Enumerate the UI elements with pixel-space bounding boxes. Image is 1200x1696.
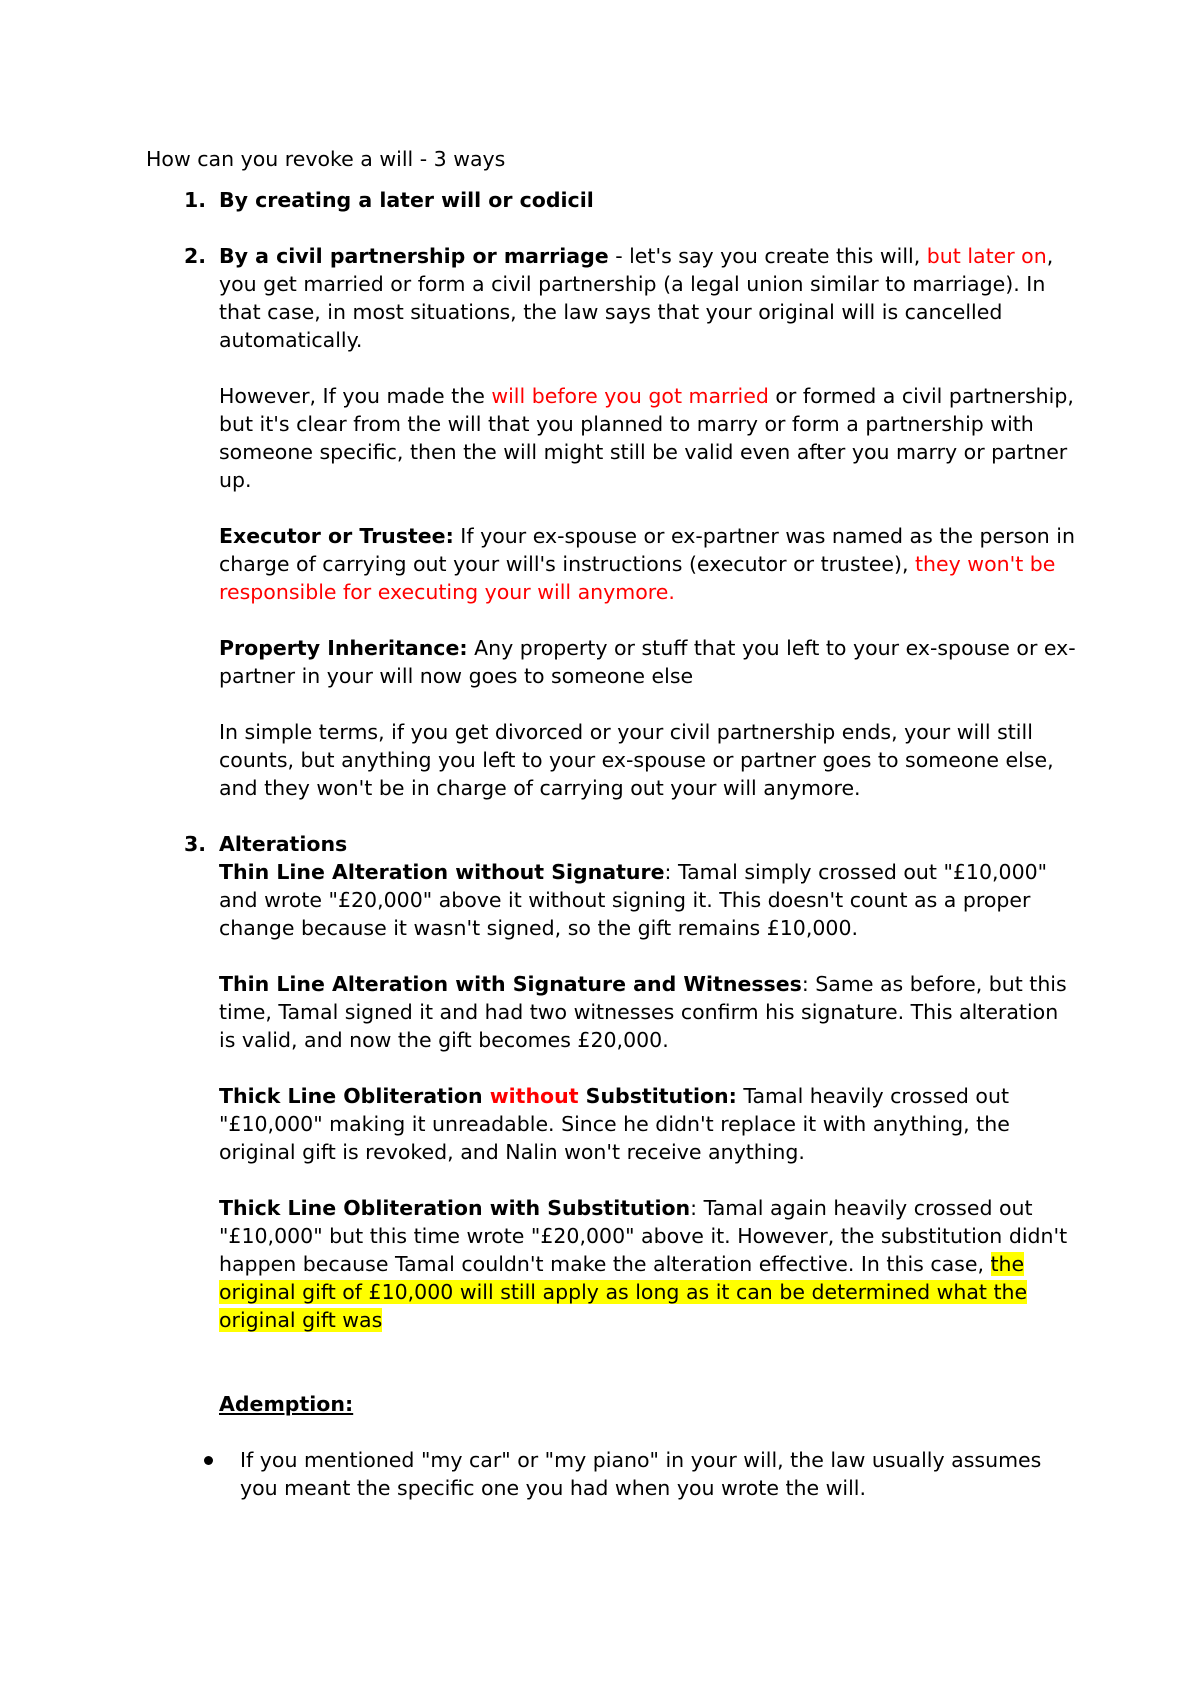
list-number: 2.: [184, 244, 207, 268]
red-emphasis: they won't be responsible for executing your will anymore.: [219, 552, 1056, 604]
alteration-text: : Tamal simply crossed out "£10,000" and wrote "£20,000" above it without signing it. This doesn't count as a proper change because it wasn't signed, so the gift remains £10,000.: [219, 860, 1048, 940]
highlighted-text: the original gift of £10,000 will still apply as long as it can be determined what the original gift was: [219, 1252, 1028, 1332]
alteration-label: Thick Line Obliteration: [219, 1084, 490, 1108]
alteration-thick-substitution: [219, 1194, 1080, 1334]
civil-partnership-intro: [219, 242, 1080, 354]
alteration-label-end: Substitution:: [578, 1084, 737, 1108]
ademption-title: Ademption:: [219, 1392, 354, 1416]
item-title: Alterations: [219, 832, 348, 856]
alteration-text: : Same as before, but this time, Tamal signed it and had two witnesses confirm his signature. This alteration is valid, and now the gift becomes £20,000.: [219, 972, 1067, 1052]
alteration-thick-no-substitution: [219, 1082, 1080, 1166]
bullet-icon: [204, 1456, 213, 1465]
however-text: However, If you made the: [219, 384, 492, 408]
alteration-thin-no-signature: [219, 858, 1080, 942]
red-emphasis: without: [489, 1084, 579, 1108]
list-item-civil-partnership: [146, 242, 1080, 802]
executor-paragraph: [219, 522, 1080, 606]
list-number: 1.: [184, 188, 207, 212]
ademption-section: [146, 1390, 1080, 1418]
bullet-text: If you mentioned "my car" or "my piano" in your will, the law usually assumes you meant the specific one you had when you wrote the will.: [240, 1448, 1042, 1500]
property-paragraph: [219, 634, 1080, 690]
alteration-thin-signed: [219, 970, 1080, 1054]
list-item-later-will: [146, 186, 1080, 214]
red-emphasis: but later on: [926, 244, 1047, 268]
executor-text: If your ex-spouse or ex-partner was named as the person in charge of carrying out your will's instructions (executor or trustee),: [219, 524, 1075, 576]
list-item: [240, 1446, 1080, 1502]
alteration-text: : Tamal again heavily crossed out "£10,000" but this time wrote "£20,000" above it. However, the substitution didn't happen because Tamal couldn't make the alteration effective. In this case,: [219, 1196, 1068, 1276]
item-title: By creating a later will or codicil: [219, 188, 594, 212]
document-heading: How can you revoke a will - 3 ways: [146, 147, 506, 171]
list-number: 3.: [184, 832, 207, 856]
list-item-alterations: [146, 830, 1080, 1334]
property-label: Property Inheritance:: [219, 636, 468, 660]
simple-terms-paragraph: In simple terms, if you get divorced or your civil partnership ends, your will still counts, but anything you left to your ex-spouse or partner goes to someone else, and they won't be in charge of carrying out your will anymore.: [219, 720, 1054, 800]
property-text: Any property or stuff that you left to your ex-spouse or ex-partner in your will now goes to someone else: [219, 636, 1076, 688]
alteration-label: Thick Line Obliteration with Substitution: [219, 1196, 691, 1220]
intro-text-continued: , you get married or form a civil partnership (a legal union similar to marriage). In that case, in most situations, the law says that your original will is cancelled automatically.: [219, 244, 1054, 352]
alteration-label: Thin Line Alteration without Signature: [219, 860, 665, 884]
ademption-bullets: [146, 1446, 1080, 1502]
revocation-list: [146, 186, 1080, 1334]
however-paragraph: [219, 382, 1080, 494]
alteration-label: Thin Line Alteration with Signature and Witnesses: [219, 972, 802, 996]
executor-label: Executor or Trustee:: [219, 524, 454, 548]
however-text-continued: or formed a civil partnership, but it's clear from the will that you planned to marry or form a partnership with someone specific, then the will might still be valid even after you marry or partner up.: [219, 384, 1074, 492]
alteration-text: Tamal heavily crossed out "£10,000" making it unreadable. Since he didn't replace it with anything, the original gift is revoked, and Nalin won't receive anything.: [219, 1084, 1010, 1164]
item-title: By a civil partnership or marriage: [219, 244, 609, 268]
red-emphasis: will before you got married: [491, 384, 769, 408]
intro-text: - let's say you create this will,: [608, 244, 927, 268]
